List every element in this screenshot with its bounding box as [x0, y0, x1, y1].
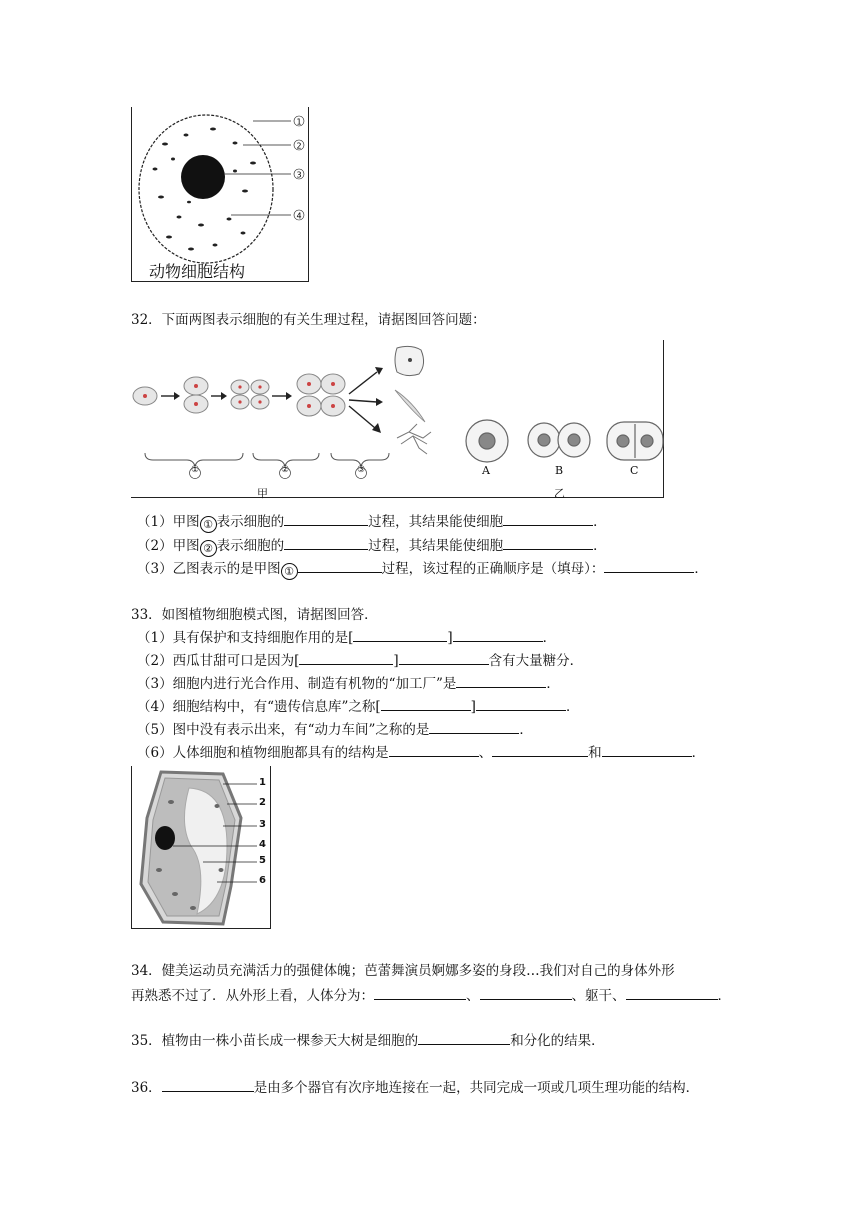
- q32-letter-b: B: [555, 464, 564, 477]
- answer-blank[interactable]: [492, 742, 588, 757]
- q32-figure-yi-label: 乙: [554, 487, 565, 500]
- plant-label-5: 5: [259, 855, 266, 866]
- q32-letter-a: A: [482, 464, 490, 477]
- answer-blank[interactable]: [381, 696, 471, 711]
- q33-item-2: （2）西瓜甘甜可口是因为[ ] 含有大量糖分．: [137, 650, 583, 670]
- answer-blank[interactable]: [456, 673, 546, 688]
- cell-nucleus: [181, 155, 225, 199]
- circled-number: ①: [200, 516, 217, 533]
- answer-blank[interactable]: [374, 985, 466, 1000]
- answer-blank[interactable]: [399, 650, 489, 665]
- q34-line-1: 34．健美运动员充满活力的强健体魄；芭蕾舞演员婀娜多姿的身段…我们对自己的身体外形: [131, 963, 675, 979]
- animal-cell-label: 3: [296, 170, 302, 180]
- answer-blank[interactable]: [453, 627, 543, 642]
- circled-number: ①: [281, 563, 298, 580]
- answer-blank[interactable]: [503, 535, 593, 550]
- animal-cell-label: 4: [296, 211, 302, 221]
- q32-stem: 32．下面两图表示细胞的有关生理过程，请据图回答问题：: [131, 312, 486, 328]
- q32-figure: [131, 340, 664, 498]
- q33-item-4: （4）细胞结构中，有“遗传信息库”之称[ ] ．: [137, 696, 579, 716]
- q32-stage-label-1: ①: [190, 465, 200, 475]
- plant-label-6: 6: [259, 875, 266, 886]
- plant-nucleus: [155, 826, 175, 850]
- answer-blank[interactable]: [626, 985, 718, 1000]
- answer-blank[interactable]: [476, 696, 566, 711]
- q35-line: 35．植物由一株小苗长成一棵参天大树是细胞的 和分化的结果．: [131, 1030, 605, 1050]
- q33-item-5: （5）图中没有表示出来，有“动力车间”之称的是 ．: [137, 719, 533, 739]
- animal-cell-caption: 动物细胞结构: [149, 262, 246, 281]
- q33-stem: 33．如图植物细胞模式图，请据图回答．: [131, 607, 378, 623]
- q34-line-2: 再熟悉不过了．从外形上看，人体分为： 、 、躯干、 ．: [131, 985, 731, 1005]
- plant-cell-figure: [131, 766, 271, 929]
- animal-cell-label: 2: [296, 141, 302, 151]
- q36-line: 36． 是由多个器官有次序地连接在一起，共同完成一项或几项生理功能的结构．: [131, 1077, 699, 1097]
- q32-item-3: （3）乙图表示的是甲图 ① 过程，该过程的正确顺序是（填母）： ．: [137, 558, 708, 578]
- answer-blank[interactable]: [503, 511, 593, 526]
- q33-item-3: （3）细胞内进行光合作用、制造有机物的“加工厂”是 ．: [137, 673, 560, 693]
- animal-cell-figure: [131, 107, 309, 282]
- q32-stage-label-2: ②: [280, 465, 290, 475]
- answer-blank[interactable]: [284, 535, 368, 550]
- answer-blank[interactable]: [480, 985, 572, 1000]
- q33-item-1: （1）具有保护和支持细胞作用的是[ ] ．: [137, 627, 556, 647]
- answer-blank[interactable]: [389, 742, 479, 757]
- answer-blank[interactable]: [604, 558, 694, 573]
- answer-blank[interactable]: [602, 742, 692, 757]
- q32-item-1: （1）甲图 ① 表示细胞的 过程，其结果能使细胞 ．: [137, 511, 607, 531]
- q32-figure-jia-label: 甲: [257, 487, 268, 500]
- plant-label-2: 2: [259, 797, 266, 808]
- answer-blank[interactable]: [429, 719, 519, 734]
- q32-item-2: （2）甲图 ② 表示细胞的 过程，其结果能使细胞 ．: [137, 535, 607, 555]
- q32-letter-c: C: [630, 464, 639, 477]
- q33-item-6: （6）人体细胞和植物细胞都具有的结构是 、 和 ．: [137, 742, 705, 762]
- answer-blank[interactable]: [299, 650, 393, 665]
- animal-cell-label: 1: [296, 117, 302, 127]
- plant-label-3: 3: [259, 819, 266, 830]
- q32-stage-label-3: ③: [356, 465, 366, 475]
- answer-blank[interactable]: [162, 1077, 254, 1092]
- plant-label-1: 1: [259, 777, 266, 788]
- circled-number: ②: [200, 540, 217, 557]
- plant-label-4: 4: [259, 839, 266, 850]
- answer-blank[interactable]: [353, 627, 447, 642]
- answer-blank[interactable]: [298, 558, 382, 573]
- answer-blank[interactable]: [418, 1030, 510, 1045]
- answer-blank[interactable]: [284, 511, 368, 526]
